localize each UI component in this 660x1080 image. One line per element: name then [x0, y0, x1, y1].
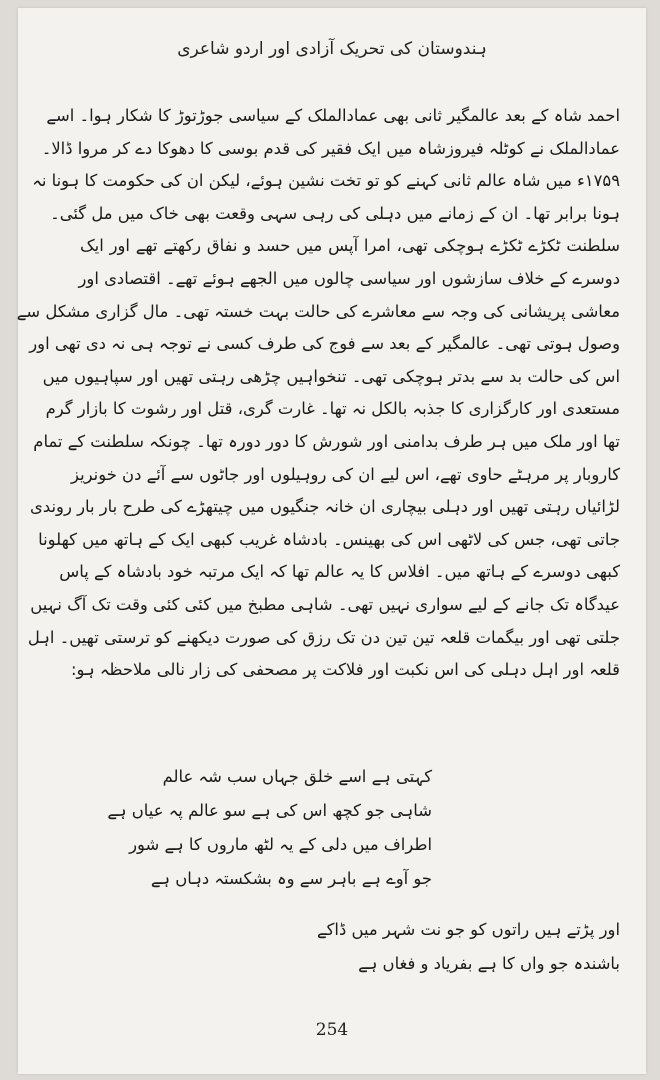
verse-line: شاہی جو کچھ اس کی ہے سو عالم پہ عیاں ہے: [107, 801, 432, 820]
prose-line: قلعہ اور اہل دہلی کی اس نکبت اور فلاکت پر مصحفی کی زار نالی ملاحظہ ہو:: [71, 660, 620, 680]
prose-line: سلطنت ٹکڑے ٹکڑے ہوچکی تھی، امرا آپس میں حسد و نفاق رکھتے تھے اور ایک: [80, 236, 620, 256]
prose-paragraph: [16, 100, 620, 687]
verse-stanza: [72, 760, 432, 896]
prose-line: اس کی حالت بد سے بدتر ہوچکی تھی۔ تنخواہیں چڑھی رہتی تھیں اور سپاہیوں میں: [42, 366, 620, 386]
running-head: ہندوستان کی تحریک آزادی اور اردو شاعری: [177, 39, 487, 59]
page-number: 254: [315, 1020, 349, 1040]
verse-line: اور پڑتے ہیں راتوں کو جو نت شہر میں ڈاکے: [317, 920, 620, 939]
prose-line: معاشی پریشانی کی وجہ سے معاشرے کی حالت بہت خستہ تھی۔ مال گزاری مشکل سے: [16, 301, 620, 321]
prose-line: مستعدی اور کارگزاری کا جذبہ بالکل نہ تھا۔ غارت گری، قتل اور رشوت کا بازار گرم: [45, 399, 620, 419]
prose-line: عیدگاہ تک جانے کے لیے سواری نہیں تھی۔ شاہی مطبخ میں کئی کئی وقت تک آگ نہیں: [30, 594, 620, 614]
prose-line: ہونا برابر تھا۔ ان کے زمانے میں دہلی کی رہی سہی وقعت بھی خاک میں مل گئی۔: [50, 203, 620, 223]
prose-line: کبھی دوسرے کے ہاتھ میں۔ افلاس کا یہ عالم تھا کہ ایک مرتبہ خود بادشاہ کے پاس: [59, 562, 620, 582]
prose-line: احمد شاہ کے بعد عالمگیر ثانی بھی عمادالملک کے سیاسی جوڑتوڑ کا شکار ہوا۔ اسے: [46, 106, 620, 125]
prose-line: کاروبار پر مرہٹے حاوی تھے، اس لیے ان کی روہیلوں اور جاٹوں سے آئے دن خونریز: [71, 464, 620, 484]
verse-line: کہتی ہے اسے خلق جہاں سب شہ عالم: [162, 767, 432, 786]
verse-line: اطراف میں دلی کے یہ لٹھ ماروں کا ہے شور: [129, 835, 432, 854]
prose-line: جاتی تھی، جس کی لاٹھی اس کی بھینس۔ بادشاہ غریب کبھی ایک کے ہاتھ میں کھلونا: [38, 529, 620, 549]
prose-line: عمادالملک نے کوٹلہ فیروزشاہ میں ایک فقیر کی قدم بوسی کا دھوکا دے کر مروا ڈالا۔: [41, 138, 620, 158]
prose-line: ۱۷۵۹ء میں شاہ عالم ثانی کہنے کو تو تخت نشین ہوئے، لیکن ان کی حکومت کا ہونا نہ: [32, 171, 620, 191]
prose-line: لڑائیاں رہتی تھیں اور دہلی بیچاری ان خانہ جنگیوں میں چیتھڑے کی طرح بار بار روندی: [30, 497, 620, 517]
verse-line: باشندہ جو واں کا ہے بفریاد و فغاں ہے: [358, 954, 620, 973]
verse-line: جو آوے ہے باہر سے وہ بشکستہ دہاں ہے: [150, 869, 432, 888]
verse-stanza: [240, 913, 620, 981]
prose-line: دوسرے کے خلاف سازشوں اور سیاسی چالوں میں الجھے ہوئے تھے۔ اقتصادی اور: [78, 268, 620, 288]
prose-line: وصول ہوتی تھی۔ عالمگیر کے بعد سے فوج کی طرف کسی نے توجہ ہی نہ دی تھی اور: [29, 334, 620, 354]
book-page: [18, 8, 646, 1074]
prose-line: جلتی تھی اور بیگمات قلعہ تین تین دن تک رزق کی صورت دیکھنے کو ترستی تھیں۔ اہل: [27, 627, 620, 647]
prose-line: تھا اور ملک میں ہر طرف بدامنی اور شورش کا دور دورہ تھا۔ چونکہ سلطنت کے تمام: [33, 431, 620, 451]
